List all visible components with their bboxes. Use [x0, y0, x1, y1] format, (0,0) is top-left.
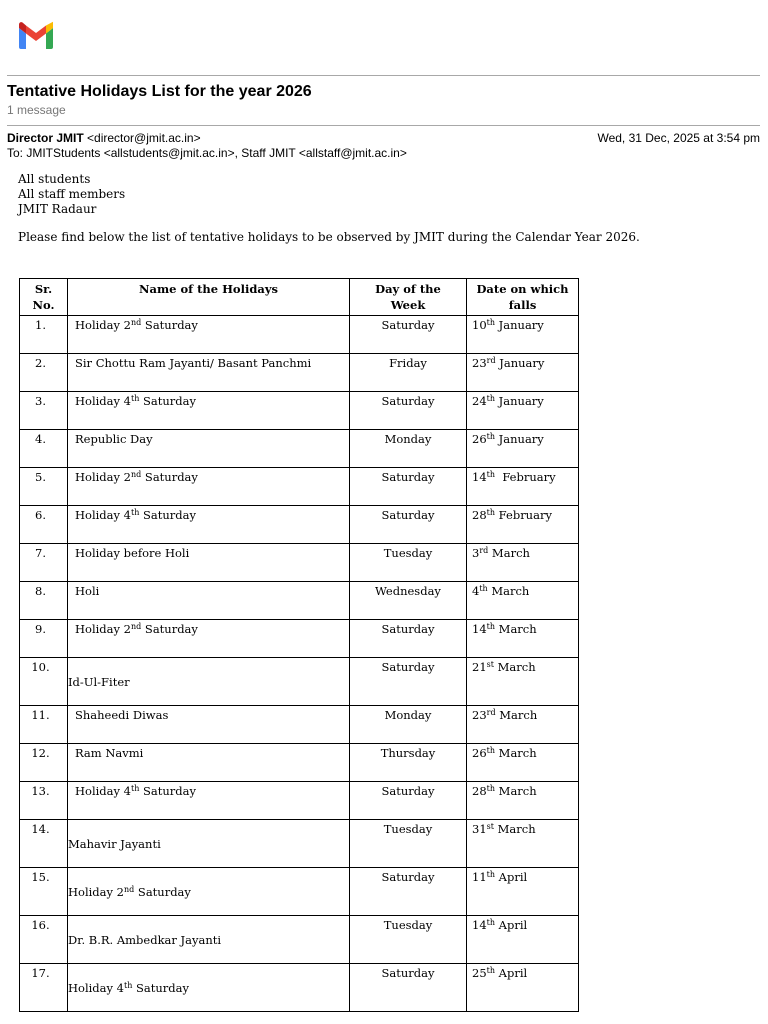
date-day-number: 14 [472, 622, 487, 636]
date-ordinal: th [486, 470, 496, 479]
cell-holiday-name [68, 744, 350, 782]
date-day-number: 24 [472, 394, 487, 408]
date-day-number: 28 [472, 784, 487, 798]
cell-sr-no: 8. [20, 582, 68, 620]
cell-holiday-name [68, 964, 350, 1012]
table-header-row [20, 279, 579, 316]
date-month: April [495, 870, 528, 884]
date-month: February [495, 470, 556, 484]
date-ordinal: rd [486, 708, 496, 717]
date-day-number: 23 [472, 708, 487, 722]
holiday-name-text [68, 918, 349, 948]
cell-holiday-name [68, 620, 350, 658]
holiday-name-rest: Saturday [132, 981, 190, 995]
holiday-name-main: Holi [75, 584, 100, 598]
holiday-name-main: Holiday 4 [68, 981, 124, 995]
holiday-name-main: Holiday 4 [75, 784, 131, 798]
email-subject: Tentative Holidays List for the year 2026 [7, 83, 312, 100]
cell-holiday-name [68, 868, 350, 916]
holiday-name-ordinal: nd [131, 470, 142, 479]
cell-sr-no: 11. [20, 706, 68, 744]
date-ordinal: rd [479, 546, 489, 555]
table-row [20, 392, 579, 430]
holiday-name-main: Holiday 2 [75, 470, 131, 484]
cell-holiday-name [68, 658, 350, 706]
holiday-name-text [68, 432, 349, 447]
cell-day-of-week: Tuesday [350, 544, 467, 582]
date-month: January [495, 356, 545, 370]
table-row [20, 316, 579, 354]
cell-day-of-week: Wednesday [350, 582, 467, 620]
date-month: January [495, 394, 544, 408]
cell-date [467, 868, 579, 916]
table-row [20, 468, 579, 506]
header-holiday-name: Name of the Holidays [68, 279, 350, 316]
header-day-line-1: Day of the [375, 282, 441, 296]
greeting-line: All students [18, 172, 91, 186]
date-month: March [495, 746, 537, 760]
date-month: March [495, 784, 537, 798]
date-ordinal: th [486, 870, 496, 879]
subject-divider [7, 125, 760, 126]
table-row [20, 916, 579, 964]
date-ordinal: th [486, 746, 496, 755]
date-day-number: 31 [472, 822, 487, 836]
cell-sr-no: 3. [20, 392, 68, 430]
sent-date: Wed, 31 Dec, 2025 at 3:54 pm [597, 131, 760, 145]
date-ordinal: th [486, 508, 496, 517]
cell-date [467, 582, 579, 620]
holiday-name-rest: Saturday [141, 318, 198, 332]
holiday-name-ordinal: th [131, 508, 140, 517]
table-row [20, 868, 579, 916]
date-ordinal: th [486, 432, 496, 441]
holidays-table [19, 278, 579, 1012]
cell-sr-no: 13. [20, 782, 68, 820]
sender-name: Director JMIT [7, 131, 84, 145]
holiday-name-main: Holiday 2 [75, 622, 131, 636]
date-ordinal: rd [486, 356, 496, 365]
cell-holiday-name [68, 582, 350, 620]
date-month: February [495, 508, 552, 522]
date-day-number: 21 [472, 660, 487, 674]
holiday-name-main: Holiday 4 [75, 394, 131, 408]
holiday-name-text [68, 784, 349, 799]
cell-holiday-name [68, 316, 350, 354]
holiday-name-text [68, 660, 349, 690]
cell-sr-no: 12. [20, 744, 68, 782]
cell-holiday-name [68, 782, 350, 820]
holiday-name-text [68, 394, 349, 409]
holiday-name-main: Dr. B.R. Ambedkar Jayanti [68, 933, 222, 947]
table-row [20, 506, 579, 544]
table-row [20, 820, 579, 868]
date-day-number: 3 [472, 546, 480, 560]
table-row [20, 582, 579, 620]
holiday-name-main: Shaheedi Diwas [75, 708, 169, 722]
greeting-line: JMIT Radaur [18, 202, 97, 216]
cell-sr-no: 15. [20, 868, 68, 916]
cell-holiday-name [68, 354, 350, 392]
holiday-name-text [68, 584, 349, 599]
cell-holiday-name [68, 430, 350, 468]
date-ordinal: st [486, 822, 494, 831]
cell-holiday-name [68, 916, 350, 964]
date-month: April [495, 918, 528, 932]
holiday-rows [20, 316, 579, 1012]
date-month: January [495, 432, 544, 446]
table-row [20, 620, 579, 658]
cell-sr-no: 6. [20, 506, 68, 544]
table-row [20, 964, 579, 1012]
holiday-name-text [68, 746, 349, 761]
holiday-name-text [68, 622, 349, 637]
holiday-name-text [68, 708, 349, 723]
holiday-name-ordinal: nd [124, 885, 135, 894]
cell-date [467, 706, 579, 744]
cell-sr-no: 2. [20, 354, 68, 392]
holiday-name-main: Ram Navmi [75, 746, 144, 760]
holiday-name-rest: Saturday [141, 622, 198, 636]
cell-holiday-name [68, 544, 350, 582]
date-month: January [495, 318, 544, 332]
holiday-name-text [68, 870, 349, 900]
header-sr-line-1: Sr. [34, 282, 53, 296]
cell-date [467, 506, 579, 544]
date-ordinal: th [486, 784, 496, 793]
cell-day-of-week: Saturday [350, 782, 467, 820]
cell-sr-no: 1. [20, 316, 68, 354]
date-day-number: 11 [472, 870, 487, 884]
date-month: March [493, 822, 536, 836]
cell-holiday-name [68, 706, 350, 744]
gmail-logo-icon [16, 21, 56, 51]
date-day-number: 25 [472, 966, 487, 980]
table-row [20, 658, 579, 706]
date-ordinal: th [486, 394, 496, 403]
date-day-number: 10 [472, 318, 487, 332]
date-day-number: 14 [472, 918, 487, 932]
table-row [20, 706, 579, 744]
recipients-line: To: JMITStudents <allstudents@jmit.ac.in>, Staff JMIT <allstaff@jmit.ac.in> [7, 146, 407, 160]
holiday-name-rest: Saturday [134, 885, 191, 899]
sender-address: <director@jmit.ac.in> [87, 131, 201, 145]
date-month: March [488, 546, 530, 560]
header-date [467, 279, 579, 316]
intro-paragraph: Please find below the list of tentative holidays to be observed by JMIT during the Calendar Year 2026. [18, 230, 640, 244]
date-ordinal: th [486, 622, 496, 631]
date-month: March [495, 622, 537, 636]
holiday-name-rest: Saturday [141, 470, 198, 484]
date-ordinal: th [486, 318, 496, 327]
holiday-name-text [68, 966, 349, 996]
holiday-name-text [68, 318, 349, 333]
cell-day-of-week: Saturday [350, 316, 467, 354]
holiday-name-ordinal: th [131, 394, 140, 403]
cell-date [467, 430, 579, 468]
header-sr-line-2: No. [32, 298, 55, 312]
cell-day-of-week: Saturday [350, 392, 467, 430]
holiday-name-rest: Saturday [139, 784, 197, 798]
date-ordinal: th [479, 584, 488, 593]
greeting-block [18, 172, 125, 217]
message-count: 1 message [7, 103, 66, 117]
cell-date [467, 620, 579, 658]
holiday-name-main: Holiday 2 [75, 318, 131, 332]
cell-holiday-name [68, 392, 350, 430]
date-ordinal: th [486, 918, 496, 927]
sender-line [7, 131, 201, 146]
cell-day-of-week: Monday [350, 706, 467, 744]
cell-date [467, 468, 579, 506]
holiday-name-text [68, 508, 349, 523]
cell-date [467, 964, 579, 1012]
cell-day-of-week: Monday [350, 430, 467, 468]
holiday-name-main: Holiday 2 [68, 885, 124, 899]
header-divider [7, 75, 760, 76]
cell-holiday-name [68, 820, 350, 868]
cell-sr-no: 9. [20, 620, 68, 658]
holiday-name-main: Mahavir Jayanti [68, 837, 161, 851]
holiday-name-rest: Saturday [139, 508, 197, 522]
cell-date [467, 658, 579, 706]
cell-sr-no: 5. [20, 468, 68, 506]
holiday-name-ordinal: th [131, 784, 140, 793]
header-sr-no [20, 279, 68, 316]
date-ordinal: th [486, 966, 496, 975]
header-day-line-2: Week [390, 298, 426, 312]
cell-date [467, 744, 579, 782]
cell-holiday-name [68, 506, 350, 544]
cell-holiday-name [68, 468, 350, 506]
cell-sr-no: 4. [20, 430, 68, 468]
cell-day-of-week: Saturday [350, 964, 467, 1012]
cell-day-of-week: Saturday [350, 868, 467, 916]
holiday-name-rest: Saturday [139, 394, 197, 408]
holiday-name-main: Id-Ul-Fiter [68, 675, 130, 689]
holiday-name-text [68, 822, 349, 852]
date-day-number: 26 [472, 432, 487, 446]
holiday-name-ordinal: nd [131, 622, 142, 631]
date-day-number: 4 [472, 584, 480, 598]
header-date-line-1: Date on which [476, 282, 569, 296]
cell-sr-no: 16. [20, 916, 68, 964]
header-date-line-2: falls [508, 298, 537, 312]
cell-day-of-week: Tuesday [350, 916, 467, 964]
header-day-of-week [350, 279, 467, 316]
cell-date [467, 354, 579, 392]
date-day-number: 26 [472, 746, 487, 760]
date-month: April [495, 966, 528, 980]
date-month: March [495, 708, 538, 722]
cell-sr-no: 7. [20, 544, 68, 582]
cell-day-of-week: Saturday [350, 658, 467, 706]
cell-date [467, 316, 579, 354]
date-day-number: 14 [472, 470, 487, 484]
greeting-line: All staff members [18, 187, 126, 201]
table-row [20, 354, 579, 392]
holiday-name-main: Sir Chottu Ram Jayanti/ Basant Panchmi [75, 356, 312, 370]
cell-day-of-week: Tuesday [350, 820, 467, 868]
date-day-number: 23 [472, 356, 487, 370]
table-row [20, 544, 579, 582]
cell-sr-no: 17. [20, 964, 68, 1012]
cell-date [467, 916, 579, 964]
holiday-name-main: Holiday 4 [75, 508, 131, 522]
date-day-number: 28 [472, 508, 487, 522]
cell-day-of-week: Friday [350, 354, 467, 392]
cell-day-of-week: Saturday [350, 468, 467, 506]
table-row [20, 782, 579, 820]
holiday-name-ordinal: nd [131, 318, 142, 327]
date-month: March [487, 584, 530, 598]
cell-sr-no: 14. [20, 820, 68, 868]
table-row [20, 430, 579, 468]
cell-day-of-week: Thursday [350, 744, 467, 782]
cell-sr-no: 10. [20, 658, 68, 706]
cell-date [467, 392, 579, 430]
date-ordinal: st [486, 660, 494, 669]
cell-date [467, 782, 579, 820]
cell-date [467, 820, 579, 868]
holiday-name-text [68, 356, 349, 371]
cell-day-of-week: Saturday [350, 620, 467, 658]
table-row [20, 744, 579, 782]
cell-date [467, 544, 579, 582]
cell-day-of-week: Saturday [350, 506, 467, 544]
holiday-name-main: Holiday before Holi [75, 546, 190, 560]
holiday-name-ordinal: th [124, 981, 133, 990]
holiday-name-text [68, 470, 349, 485]
holiday-name-main: Republic Day [75, 432, 153, 446]
holiday-name-text [68, 546, 349, 561]
date-month: March [493, 660, 536, 674]
